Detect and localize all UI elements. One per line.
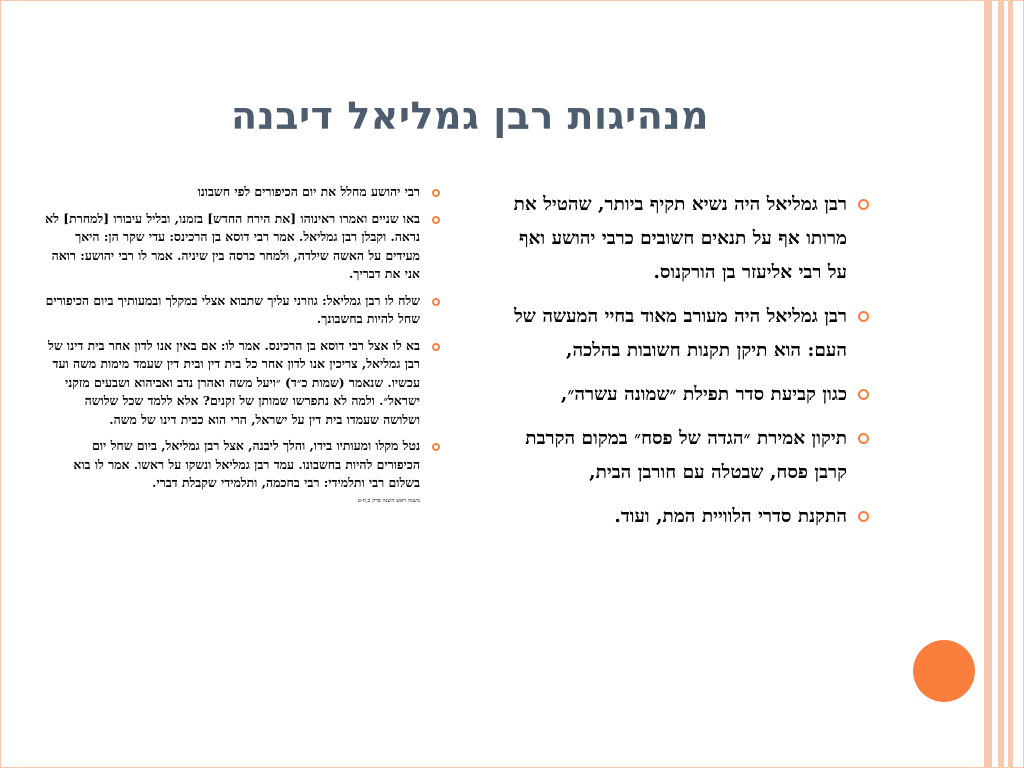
list-item: התקנת סדרי הלוויית המת, ועוד. <box>495 500 847 534</box>
list-item: רבן גמליאל היה מעורב מאוד בחיי המעשה של העם: הוא תיקן תקנות חשובות בהלכה, <box>495 300 847 368</box>
main-bullet-list <box>495 188 847 544</box>
circle-bullet-icon <box>432 298 440 306</box>
slide-title: מנהיגות רבן גמליאל דיבנה <box>230 94 710 138</box>
list-item: תיקון אמירת ״הגדה של פסח״ במקום הקרבת קרבן פסח, שבטלה עם חורבן הבית, <box>495 422 847 490</box>
list-item: בא לו אצל רבי דוסא בן הרכינס. אמר לו: אם באין אנו לדון אחר בית דינו של רבן גמליאל, צריכין אנו לדון אחר כל בית דין ובית דין שעמד מימות משה ועד עכשיו. שנאמר (שמות כ״ד) ״ויעל משה ואהרן נדב ואביהוא ושבעים מזקני ישראל״. ולמה לא נתפרשו שמותן של זקנים? אלא ללמד שכל שלושה ושלושה שעמדו בית דין על ישראל, הרי הוא כבית דינו של משה. <box>45 337 420 430</box>
circle-bullet-icon <box>858 433 869 444</box>
list-item: שלח לו רבן גמליאל: גוזרני עליך שתבוא אצלי במקלך ובמעותיך ביום הכיפורים שחל להיות בחשבונך. <box>45 292 420 329</box>
source-citation: משנה ראש השנה פרק ב,ח-ט <box>357 497 420 504</box>
decorative-stripe <box>1008 0 1013 768</box>
list-item: רבן גמליאל היה נשיא תקיף ביותר, שהטיל את מרותו אף על תנאים חשובים כרבי יהושע ואף על רבי אליעזר בן הורקנוס. <box>495 188 847 290</box>
decorative-circle <box>913 640 975 702</box>
list-item: כגון קביעת סדר תפילת ״שמונה עשרה״, <box>495 378 847 412</box>
circle-bullet-icon <box>858 511 869 522</box>
source-text-list <box>45 183 420 513</box>
circle-bullet-icon <box>858 389 869 400</box>
list-item: באו שניים ואמרו ראינוהו [את הירח החדש] בזמנו, ובליל עיבורו [למחרת] לא נראה. וקבלן רבן גמליאל. אמר רבי דוסא בן הרכינס: עדי שקר הן: היאך מעידים על האשה שילדה, ולמחר כרסה בין שיניה. אמר לו רבי יהושע: רואה אני את דבריך. <box>45 210 420 284</box>
circle-bullet-icon <box>858 311 869 322</box>
list-item: נטל מקלו ומעותיו בידו, והלך ליבנה, אצל רבן גמליאל, ביום שחל יום הכיפורים להיות בחשבונו. עמד רבן גמליאל ונשקו על ראשו. אמר לו בוא בשלום רבי ותלמידי: רבי בחכמה, ותלמידי שקבלת דברי. משנה ראש השנה פרק ב,ח-ט <box>45 437 420 505</box>
list-item: רבי יהושע מחלל את יום הכיפורים לפי חשבונו <box>45 183 420 202</box>
decorative-stripe <box>984 0 992 768</box>
circle-bullet-icon <box>432 343 440 351</box>
circle-bullet-icon <box>432 189 440 197</box>
circle-bullet-icon <box>432 216 440 224</box>
decorative-stripe <box>998 0 1004 768</box>
circle-bullet-icon <box>858 199 869 210</box>
circle-bullet-icon <box>432 443 440 451</box>
